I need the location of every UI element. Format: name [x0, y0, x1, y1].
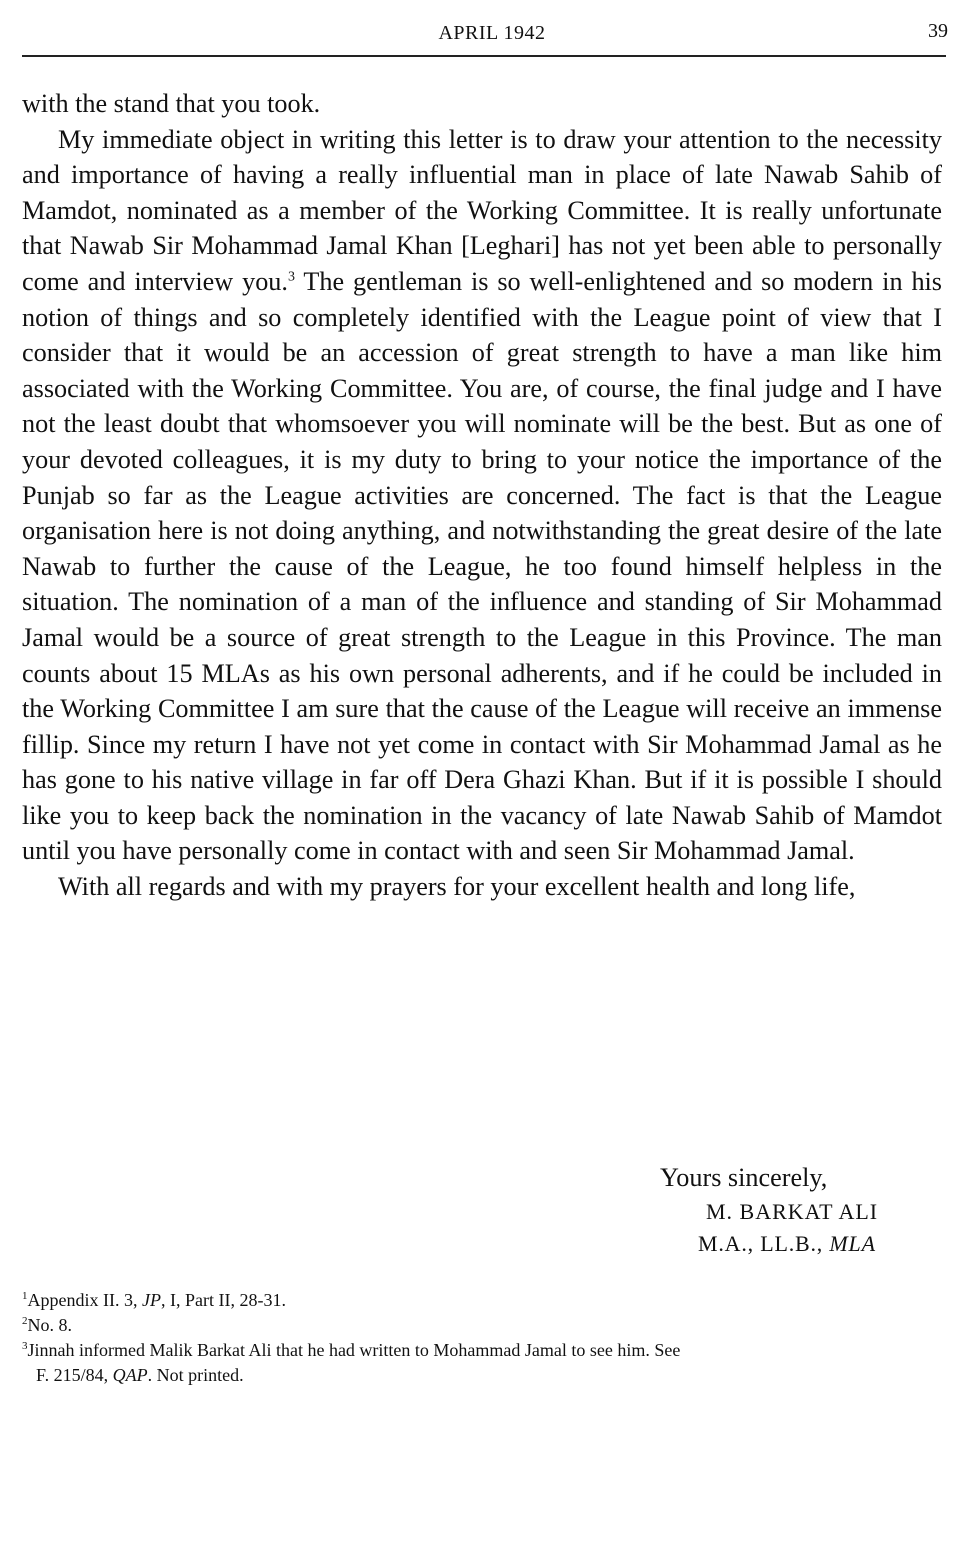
footnote-italic: QAP	[112, 1365, 148, 1385]
footnote-text: Appendix II. 3,	[27, 1290, 142, 1310]
footnote-text: No. 8.	[27, 1315, 72, 1335]
footnote-1	[22, 1288, 946, 1313]
paragraph-text: with the stand that you took.	[22, 89, 321, 118]
footnote-mark: 1	[22, 1290, 28, 1302]
footnote-3-continued	[22, 1363, 946, 1388]
signer-credentials	[698, 1228, 950, 1260]
letter-body	[22, 86, 942, 905]
paragraph-text: With all regards and with my prayers for your excellent health and long life,	[58, 872, 856, 902]
footnote-text-end: , I, Part II, 28-31.	[160, 1290, 286, 1310]
credentials-title: MLA	[829, 1231, 876, 1256]
footnote-reference-3[interactable]: 3	[287, 269, 295, 285]
running-header	[22, 18, 948, 48]
paragraph-text-part-2: The gentleman is so well-enlightened and so modern in his notion of things and so completely identified with the League point of view that I consider that it would be an accession of great strength to have a man like him associated with the Working Committee. You are, of course, the final judge and I have not the least doubt that whomsoever you will nominate will be the best. But as one of your devoted colleagues, it is my duty to bring to your notice the importance of the Punjab so far as the League activities are concerned. The fact is that the League organisation here is not doing anything, and notwithstanding the great desire of the late Nawab to further the cause of the League, he too found himself helpless in the situation. The nomination of a man of the influence and standing of Sir Mohammad Jamal would be a source of great strength to the League in this Province. The man counts about 15 MLAs as his own personal adherents, and if he could be included in the Working Committee I am sure that the cause of the League will receive an immense fillip. Since my return I have not yet come in contact with Sir Mohammad Jamal as he has gone to his native village in far off Dera Ghazi Khan. But if it is possible I should like you to keep back the nomination in the vacancy of late Nawab Sahib of Mamdot until you have personally come in contact with and seen Sir Mohammad Jamal.	[22, 266, 943, 866]
page-number: 39	[928, 20, 948, 42]
letter-closing	[660, 1160, 950, 1260]
footnote-mark: 3	[22, 1340, 28, 1352]
paragraph-text-part-1: My immediate object in writing this letter is to draw your attention to the necessity and importance of having a really influential man in place of late Nawab Sahib of Mamdot, nominated as a member of the Working Committee. It is really unfortunate that Nawab Sir Mohammad Jamal Khan [Leghari] has not yet been able to personally come and interview you.	[22, 124, 942, 296]
footnote-3	[22, 1338, 946, 1363]
header-rule	[22, 55, 946, 57]
letter-paragraph-main	[22, 122, 942, 869]
signer-name: M. BARKAT ALI	[706, 1199, 879, 1224]
running-title: APRIL 1942	[438, 22, 546, 44]
footnote-mark: 2	[22, 1315, 28, 1327]
letter-paragraph-continued	[22, 86, 942, 122]
valediction: Yours sincerely,	[660, 1163, 828, 1192]
footnote-text: Jinnah informed Malik Barkat Ali that he had written to Mohammad Jamal to see him. See	[27, 1340, 681, 1360]
letter-paragraph-regards	[22, 869, 942, 905]
footnote-text: F. 215/84,	[36, 1365, 113, 1385]
footnote-italic: JP	[141, 1290, 161, 1310]
credentials-degrees: M.A., LL.B.,	[698, 1231, 830, 1256]
footnotes	[22, 1288, 946, 1388]
footnote-2	[22, 1313, 946, 1338]
footnote-text-end: . Not printed.	[147, 1365, 244, 1385]
